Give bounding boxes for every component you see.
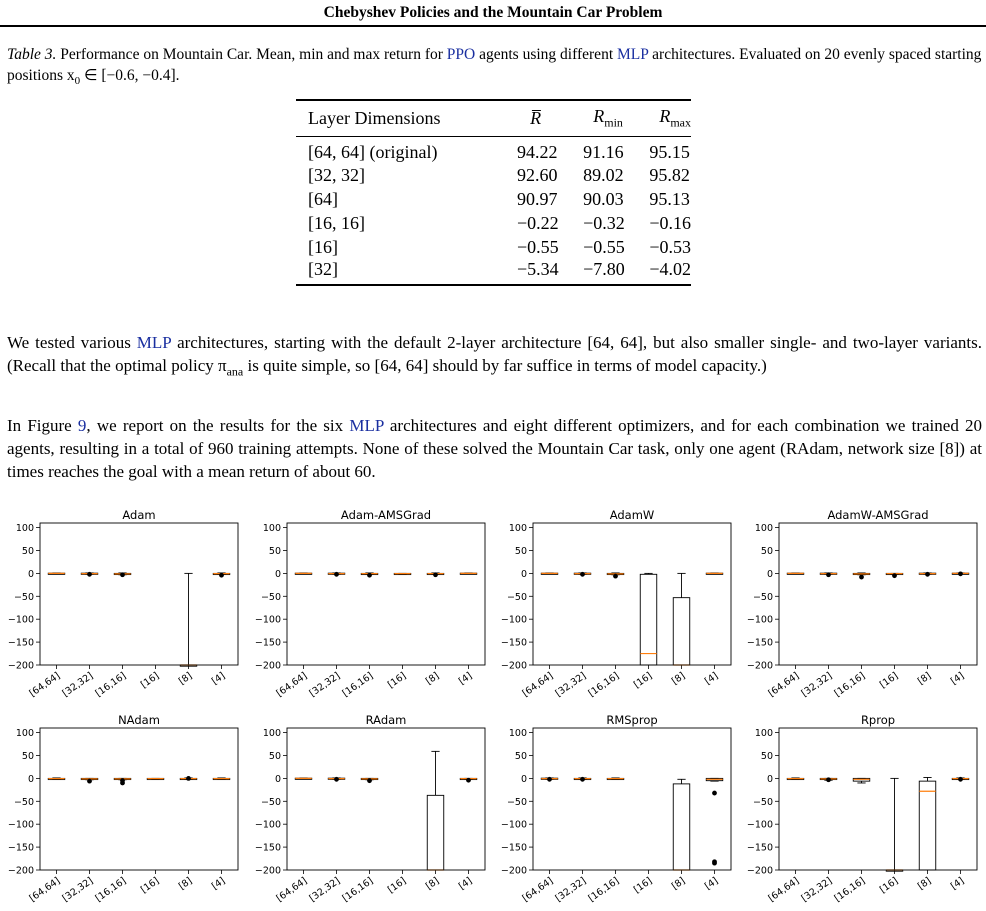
box-[64,64] <box>787 778 804 780</box>
y-tick-label: 50 <box>760 545 773 557</box>
y-tick-label: 100 <box>262 728 281 740</box>
x-tick-label: [32,32] <box>799 875 835 905</box>
x-tick-label: [16,16] <box>340 875 376 905</box>
x-tick-label: [8] <box>176 670 195 688</box>
table-row: [32] −5.34 −7.80 −4.02 <box>308 259 691 279</box>
y-tick-label: −150 <box>746 637 773 649</box>
box-body <box>640 574 657 665</box>
box-[32,32] <box>574 777 591 782</box>
x-tick-label: [16,16] <box>93 875 129 905</box>
outlier-point <box>712 791 717 796</box>
ppo-link[interactable]: PPO <box>446 46 476 63</box>
running-header: Chebyshev Policies and the Mountain Car Problem <box>323 4 663 21</box>
results-table <box>296 99 691 286</box>
y-tick-label: 100 <box>508 728 527 740</box>
box-[16,16] <box>361 573 378 578</box>
paragraph-2: In Figure 9, we report on the results for the six MLP architectures and eight different optimizers, and for each combination we trained 20 agents, resulting in a total of 960 training attempts. None of these solved the Mountain Car task, only one agent (RAdam, network size [8]) at times reaches the goal with a mean return of about 60. <box>7 416 983 481</box>
y-tick-label: 50 <box>268 545 281 557</box>
y-tick-label: −200 <box>7 660 34 672</box>
header-mean-return: R̅ <box>530 108 542 128</box>
x-tick-label: [4] <box>702 670 721 688</box>
y-tick-label: −100 <box>500 819 527 831</box>
x-tick-label: [8] <box>669 875 688 893</box>
y-tick-label: 50 <box>268 750 281 762</box>
x-tick-label: [16,16] <box>93 670 129 700</box>
mlp-link[interactable]: MLP <box>349 416 384 435</box>
box-[4] <box>706 573 723 574</box>
box-[16] <box>640 573 657 665</box>
subplot-adam-amsgrad <box>255 508 485 699</box>
outlier-point <box>120 572 125 577</box>
x-tick-label: [4] <box>948 875 967 893</box>
y-tick-label: 50 <box>760 750 773 762</box>
box-[32,32] <box>820 777 837 782</box>
mlp-link[interactable]: MLP <box>136 333 172 352</box>
y-tick-label: 0 <box>520 568 527 580</box>
y-tick-label: −150 <box>500 842 527 854</box>
y-tick-label: −100 <box>254 614 281 626</box>
x-tick-label: [64,64] <box>766 670 802 700</box>
x-tick-label: [32,32] <box>307 670 343 700</box>
outlier-point <box>219 573 224 578</box>
y-tick-label: −100 <box>7 614 34 626</box>
y-tick-label: 0 <box>766 568 773 580</box>
outlier-point <box>186 776 191 781</box>
x-tick-label: [32,32] <box>60 875 96 905</box>
table-row: [64, 64] (original) 94.22 91.16 95.15 <box>308 142 690 162</box>
y-tick-label: −150 <box>7 637 34 649</box>
y-tick-label: 100 <box>508 523 527 535</box>
box-[8] <box>919 572 936 577</box>
x-tick-label: [8] <box>915 670 934 688</box>
box-[8] <box>673 779 690 870</box>
x-tick-label: [16] <box>385 875 409 896</box>
y-tick-label: 0 <box>766 773 773 785</box>
x-tick-label: [16] <box>631 670 655 691</box>
subplot-title: AdamW-AMSGrad <box>827 508 929 522</box>
table-row: [32, 32] 92.60 89.02 95.82 <box>308 164 690 185</box>
y-tick-label: 0 <box>274 568 281 580</box>
box-body <box>919 781 936 870</box>
outlier-point <box>466 778 471 783</box>
outlier-point <box>958 777 963 782</box>
x-tick-label: [4] <box>948 670 967 688</box>
x-tick-label: [16] <box>877 875 901 896</box>
y-tick-label: −200 <box>500 660 527 672</box>
x-tick-label: [16,16] <box>586 875 622 905</box>
box-[32,32] <box>328 572 345 577</box>
y-tick-label: −50 <box>752 796 773 808</box>
subplot-title: RMSprop <box>606 713 658 727</box>
y-tick-label: 0 <box>27 773 34 785</box>
y-tick-label: −150 <box>746 842 773 854</box>
x-tick-label: [4] <box>702 875 721 893</box>
box-body <box>427 795 444 870</box>
x-tick-label: [32,32] <box>553 875 589 905</box>
x-tick-label: [16] <box>138 875 162 896</box>
y-tick-label: 100 <box>15 523 34 535</box>
y-tick-label: −50 <box>13 591 34 603</box>
caption-sub: 0 <box>74 75 81 88</box>
header-min-return: $R_{min}$ <box>593 106 623 130</box>
y-tick-label: −200 <box>746 865 773 877</box>
x-tick-label: [64,64] <box>27 670 63 700</box>
x-tick-label: [64,64] <box>27 875 63 905</box>
x-tick-label: [32,32] <box>553 670 589 700</box>
y-tick-label: −50 <box>260 591 281 603</box>
box-[4] <box>706 778 723 865</box>
box-[4] <box>952 571 969 576</box>
y-tick-label: 50 <box>514 750 527 762</box>
box-[4] <box>460 573 477 574</box>
x-tick-label: [8] <box>176 875 195 893</box>
x-tick-label: [8] <box>669 670 688 688</box>
box-[64,64] <box>295 778 312 779</box>
box-[4] <box>952 777 969 782</box>
y-tick-label: 50 <box>21 545 34 557</box>
x-tick-label: [4] <box>456 875 475 893</box>
box-body <box>673 598 690 665</box>
box-[16,16] <box>853 778 870 783</box>
outlier-point <box>580 572 585 577</box>
table-bottom-rule <box>296 284 691 286</box>
box-[4] <box>213 573 230 578</box>
outlier-point <box>334 572 339 577</box>
x-tick-label: [16,16] <box>340 670 376 700</box>
table-caption <box>7 44 982 92</box>
outlier-point <box>925 572 930 577</box>
outlier-point <box>580 777 585 782</box>
outlier-point <box>87 572 92 577</box>
header-layer-dimensions: Layer Dimensions <box>308 108 441 128</box>
caption-text-3: architectures. Evaluated on 20 evenly spaced starting positions x <box>7 46 982 84</box>
y-tick-label: 0 <box>520 773 527 785</box>
y-tick-label: −50 <box>506 591 527 603</box>
box-[16] <box>394 573 411 574</box>
x-tick-label: [32,32] <box>307 875 343 905</box>
y-tick-label: −50 <box>752 591 773 603</box>
axes-frame <box>779 523 977 665</box>
subplot-radam <box>255 713 485 904</box>
subplot-rmsprop <box>501 713 731 904</box>
box-[32,32] <box>574 572 591 577</box>
box-[64,64] <box>541 777 558 782</box>
outlier-point <box>958 571 963 576</box>
x-tick-label: [16] <box>631 875 655 896</box>
outlier-point <box>826 777 831 782</box>
mlp-link[interactable]: MLP <box>617 46 649 63</box>
x-tick-label: [64,64] <box>274 875 310 905</box>
box-[16,16] <box>853 573 870 580</box>
box-[8] <box>427 751 444 870</box>
box-[16,16] <box>114 778 131 785</box>
box-[4] <box>460 778 477 783</box>
y-tick-label: −100 <box>500 614 527 626</box>
y-tick-label: −100 <box>746 819 773 831</box>
x-tick-label: [32,32] <box>60 670 96 700</box>
y-tick-label: −200 <box>254 660 281 672</box>
y-tick-label: −100 <box>7 819 34 831</box>
outlier-point <box>547 777 552 782</box>
subplot-adamw-amsgrad <box>747 508 977 699</box>
box-body <box>673 784 690 870</box>
y-tick-label: 50 <box>21 750 34 762</box>
subplot-title: NAdam <box>118 713 160 727</box>
paragraph-1: We tested various MLP architectures, starting with the default 2-layer architecture [64, 64], but also smaller single- and two-layer variants. (Recall that the optimal policy $\pi_{ana}$ is quite simple, so [64, 64] should by far suffice in terms of model capacity.) <box>7 333 982 379</box>
box-[16] <box>147 778 164 779</box>
outlier-point <box>712 861 717 866</box>
outlier-point <box>613 574 618 579</box>
subplot-adamw <box>501 508 731 699</box>
axes-frame <box>287 728 485 870</box>
subplot-title: AdamW <box>609 508 655 522</box>
x-tick-label: [16,16] <box>586 670 622 700</box>
box-[32,32] <box>81 572 98 577</box>
outlier-point <box>120 781 125 786</box>
box-[32,32] <box>81 778 98 783</box>
y-tick-label: 0 <box>27 568 34 580</box>
table-row: [16, 16] −0.22 −0.32 −0.16 <box>308 212 691 233</box>
outlier-point <box>892 573 897 578</box>
y-tick-label: −100 <box>746 614 773 626</box>
x-tick-label: [8] <box>423 670 442 688</box>
x-tick-label: [64,64] <box>766 875 802 905</box>
subplot-title: Adam-AMSGrad <box>340 508 432 522</box>
box-[32,32] <box>820 572 837 577</box>
x-tick-label: [8] <box>423 875 442 893</box>
axes-frame <box>533 728 731 870</box>
y-tick-label: −150 <box>254 637 281 649</box>
axes-frame <box>40 523 238 665</box>
y-tick-label: −150 <box>7 842 34 854</box>
y-tick-label: −200 <box>500 865 527 877</box>
y-tick-label: −100 <box>254 819 281 831</box>
x-tick-label: [4] <box>209 670 228 688</box>
table-row: [64] 90.97 90.03 95.13 <box>308 188 690 209</box>
y-tick-label: −50 <box>506 796 527 808</box>
y-tick-label: −200 <box>7 865 34 877</box>
x-tick-label: [16] <box>385 670 409 691</box>
box-[16,16] <box>607 573 624 579</box>
box-[64,64] <box>295 573 312 574</box>
header-rule <box>0 25 986 27</box>
outlier-point <box>334 777 339 782</box>
x-tick-label: [64,64] <box>274 670 310 700</box>
box-[8] <box>427 572 444 577</box>
x-tick-label: [8] <box>915 875 934 893</box>
outlier-point <box>87 779 92 784</box>
header-max-return: $R_{max}$ <box>659 106 691 130</box>
x-tick-label: [16] <box>877 670 901 691</box>
y-tick-label: −50 <box>13 796 34 808</box>
box-[64,64] <box>787 573 804 574</box>
subplot-title: Adam <box>122 508 156 522</box>
y-tick-label: −50 <box>260 796 281 808</box>
box-[16,16] <box>361 778 378 783</box>
box-[16,16] <box>114 572 131 577</box>
box-[16] <box>886 778 903 871</box>
outlier-point <box>367 778 372 783</box>
caption-text-2: agents using different <box>475 46 617 63</box>
box-[8] <box>180 573 197 666</box>
box-[16] <box>886 573 903 578</box>
y-tick-label: 0 <box>274 773 281 785</box>
x-tick-label: [16,16] <box>832 670 868 700</box>
box-[64,64] <box>541 573 558 574</box>
y-tick-label: −150 <box>500 637 527 649</box>
axes-frame <box>40 728 238 870</box>
x-tick-label: [64,64] <box>520 670 556 700</box>
axes-frame <box>287 523 485 665</box>
subplot-title: Rprop <box>860 713 896 727</box>
x-tick-label: [4] <box>209 875 228 893</box>
x-tick-label: [64,64] <box>520 875 556 905</box>
box-[32,32] <box>328 777 345 782</box>
box-[4] <box>213 778 230 780</box>
caption-text-4: ∈ [−0.6, −0.4]. <box>80 67 180 84</box>
y-tick-label: 50 <box>514 545 527 557</box>
subplot-title: RAdam <box>365 713 407 727</box>
outlier-point <box>826 572 831 577</box>
outlier-point <box>433 572 438 577</box>
y-tick-label: −200 <box>746 660 773 672</box>
x-tick-label: [4] <box>456 670 475 688</box>
caption-label: Table 3. <box>7 46 57 63</box>
y-tick-label: 100 <box>15 728 34 740</box>
axes-frame <box>533 523 731 665</box>
figure-link[interactable]: 9 <box>77 416 87 435</box>
y-tick-label: 100 <box>754 523 773 535</box>
y-tick-label: 100 <box>262 523 281 535</box>
x-tick-label: [16,16] <box>832 875 868 905</box>
subplot-nadam <box>8 713 238 904</box>
box-[8] <box>180 776 197 781</box>
y-tick-label: −200 <box>254 865 281 877</box>
outlier-point <box>367 573 372 578</box>
outlier-point <box>859 575 864 580</box>
x-tick-label: [16] <box>138 670 162 691</box>
box-[64,64] <box>48 573 65 574</box>
x-tick-label: [32,32] <box>799 670 835 700</box>
caption-text-1: Performance on Mountain Car. Mean, min and max return for <box>56 46 447 63</box>
y-tick-label: −150 <box>254 842 281 854</box>
box-[8] <box>673 573 690 665</box>
subplot-adam <box>8 508 238 699</box>
y-tick-label: 100 <box>754 728 773 740</box>
table-row: [16] −0.55 −0.55 −0.53 <box>308 236 691 257</box>
axes-frame <box>779 728 977 870</box>
subplot-rprop <box>747 713 977 904</box>
box-[8] <box>919 777 936 870</box>
box-[64,64] <box>48 778 65 780</box>
boxplot-figure <box>0 500 986 911</box>
box-[16,16] <box>607 778 624 780</box>
